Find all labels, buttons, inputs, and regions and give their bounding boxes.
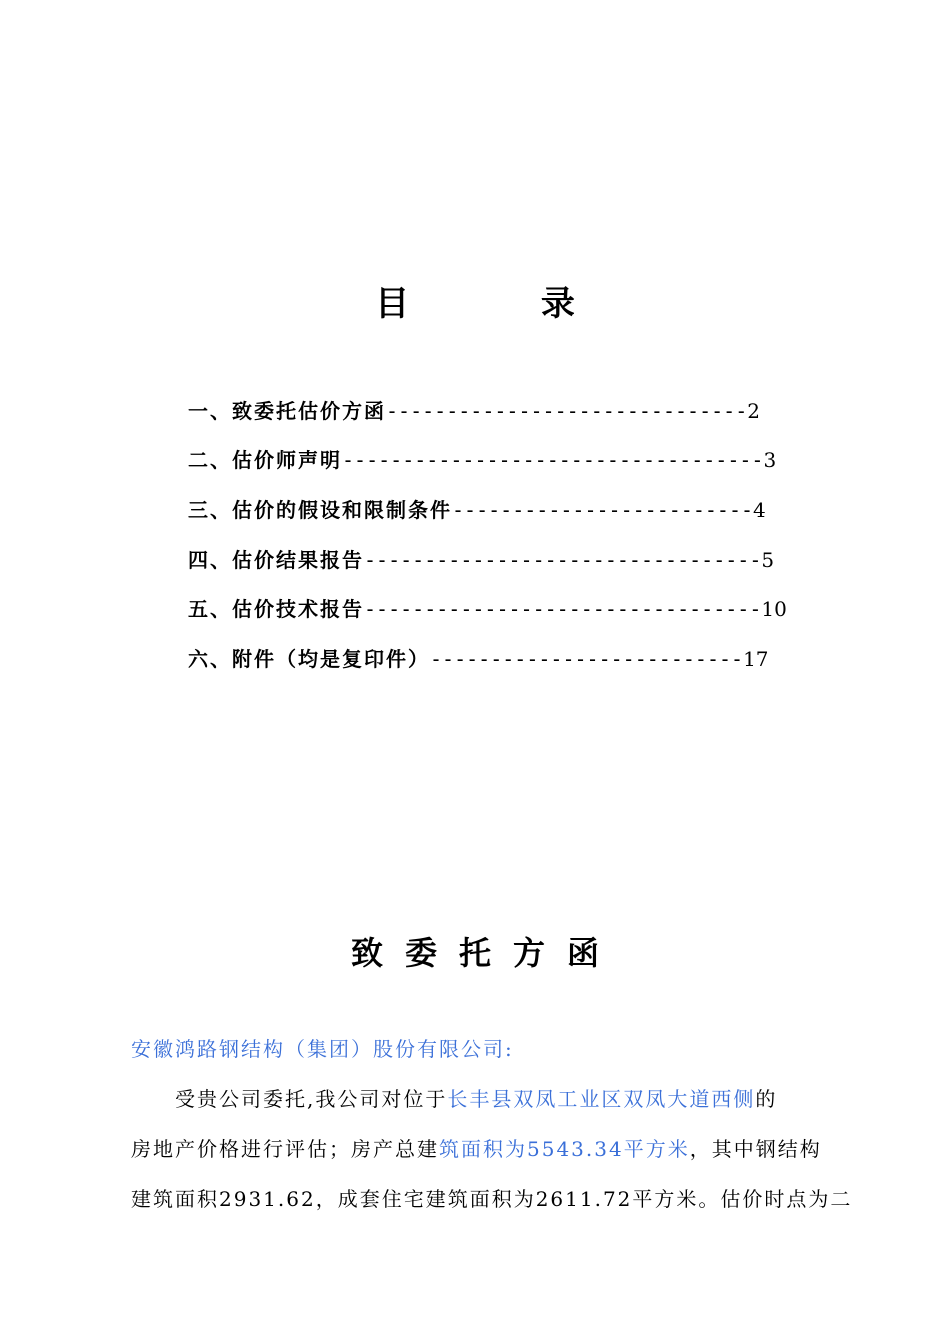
toc-item-page: 5 bbox=[761, 547, 775, 572]
toc-item[interactable] bbox=[188, 485, 787, 535]
body-text: 房地产价格进行评估；房产总建 bbox=[131, 1137, 439, 1161]
toc-item-label: 一、致委托估价方函 bbox=[188, 398, 386, 423]
toc-item-page: 2 bbox=[747, 398, 760, 423]
toc-title: 目 录 bbox=[375, 284, 635, 324]
toc-item-leader: ------------------------------ bbox=[386, 398, 748, 423]
toc-item-leader: ----------------------------------- bbox=[342, 448, 764, 473]
toc-item-leader: -------------------------- bbox=[430, 646, 744, 671]
toc-item[interactable] bbox=[188, 386, 787, 436]
toc-item-label: 六、附件（均是复印件） bbox=[188, 646, 430, 671]
body-text: 的 bbox=[755, 1087, 778, 1111]
toc-item-leader: ------------------------- bbox=[452, 497, 754, 522]
body-text: ，其中钢结构 bbox=[689, 1137, 822, 1161]
letter-body-line-2 bbox=[131, 1132, 837, 1166]
body-text: 受贵公司委托,我公司对位于 bbox=[175, 1087, 448, 1111]
toc-item[interactable] bbox=[188, 436, 787, 486]
toc-item-page: 17 bbox=[743, 646, 769, 671]
total-area-highlight: 筑面积为5543.34平方米 bbox=[439, 1137, 690, 1161]
toc-item[interactable] bbox=[188, 535, 787, 585]
toc-item-label: 二、估价师声明 bbox=[188, 448, 342, 473]
toc-item-page: 10 bbox=[761, 597, 787, 622]
toc-item-label: 四、估价结果报告 bbox=[188, 547, 364, 572]
property-location: 长丰县双凤工业区双凤大道西侧 bbox=[447, 1087, 756, 1111]
toc-list bbox=[188, 386, 787, 684]
letter-addressee: 安徽鸿路钢结构（集团）股份有限公司: bbox=[131, 1037, 514, 1061]
letter-title: 致委托方函 bbox=[350, 934, 621, 972]
toc-item-page: 3 bbox=[763, 448, 777, 473]
toc-item-label: 三、估价的假设和限制条件 bbox=[188, 497, 452, 522]
toc-item[interactable] bbox=[188, 634, 787, 684]
toc-item-label: 五、估价技术报告 bbox=[188, 597, 364, 622]
toc-item[interactable] bbox=[188, 584, 787, 634]
toc-item-page: 4 bbox=[753, 497, 766, 522]
letter-body-line-1 bbox=[131, 1082, 837, 1116]
toc-item-leader: --------------------------------- bbox=[364, 597, 762, 622]
letter-body-line-3: 建筑面积2931.62，成套住宅建筑面积为2611.72平方米。估价时点为二 bbox=[131, 1187, 853, 1211]
toc-item-leader: --------------------------------- bbox=[364, 547, 762, 572]
